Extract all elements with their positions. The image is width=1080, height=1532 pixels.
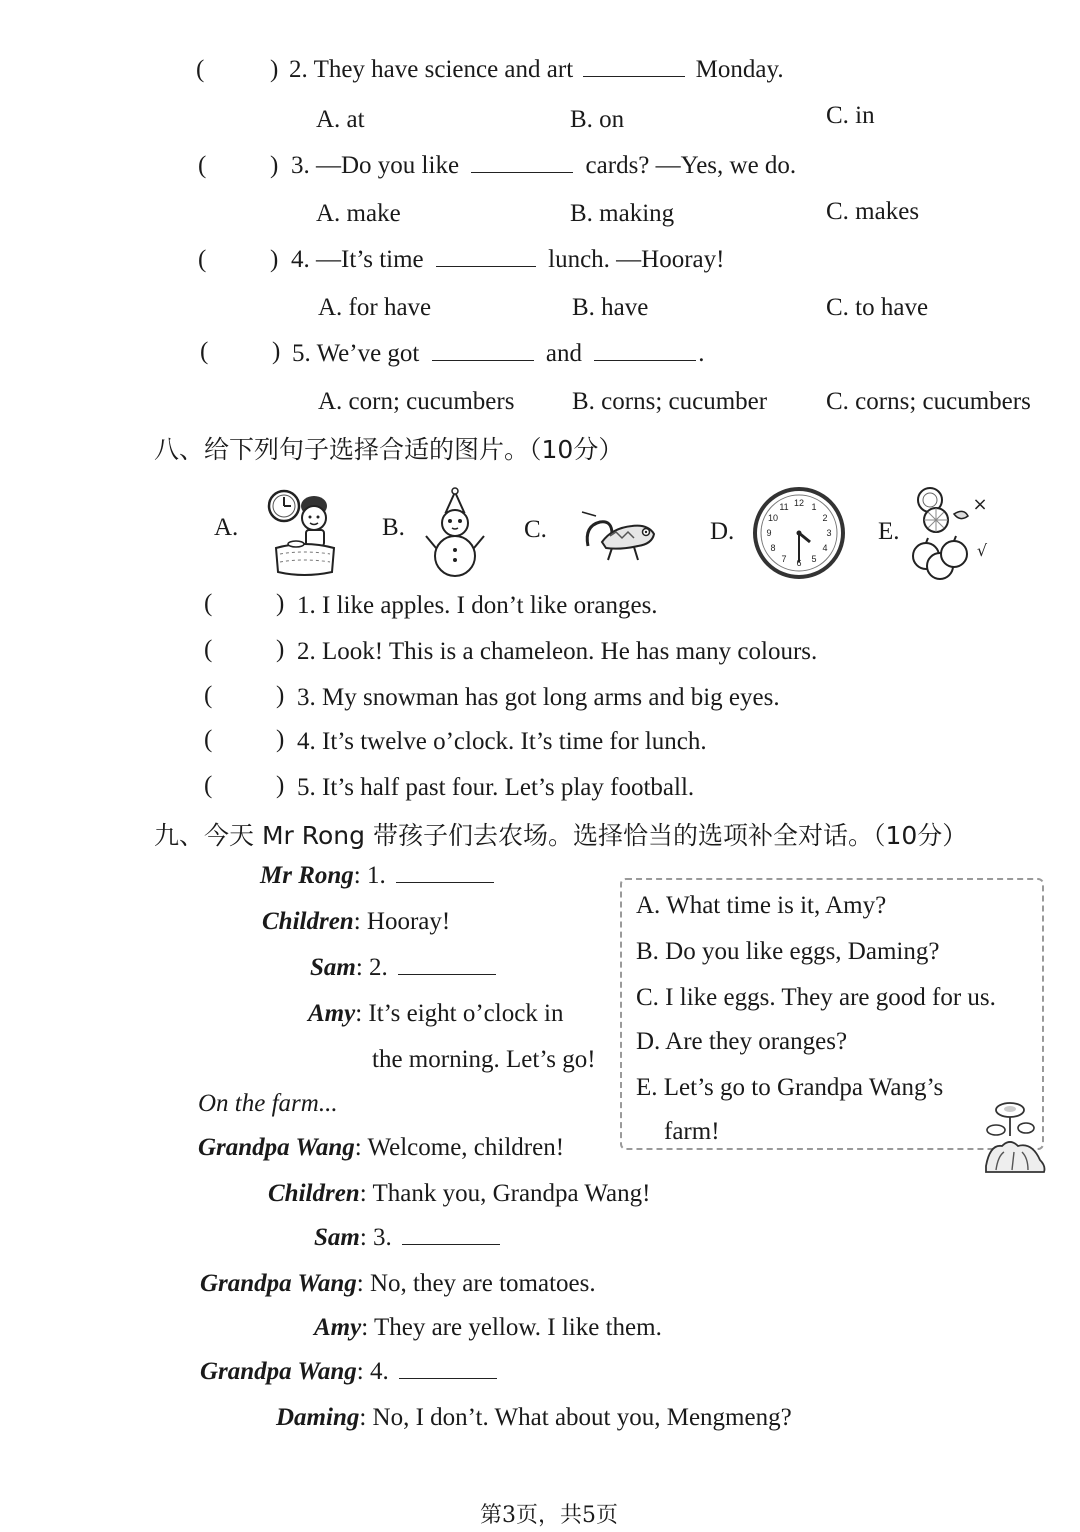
question-number: 3. [291,152,310,179]
clock-numeral: 3 [826,528,832,538]
section9-heading: 九、今天 Mr Rong 带孩子们去农场。选择恰当的选项补全对话。（10分） [154,821,968,850]
answer-paren-close: ) [276,590,285,617]
dialogue-text: : 1. [353,862,386,889]
picture-label-c: C. [524,516,547,543]
clock-numeral: 12 [793,498,805,508]
question-text: lunch. —Hooray! [548,246,725,273]
question-number: 4. [291,246,310,273]
picture-label-e: E. [878,518,900,545]
clock-numeral: 1 [811,502,817,512]
snowman-icon [424,488,486,580]
option-e: E. Let’s go to Grandpa Wang’s [636,1074,944,1101]
answer-blank[interactable] [396,881,494,883]
answer-paren-close: ) [270,246,279,273]
option-a: A. corn; cucumbers [318,388,515,415]
picture-label-a: A. [214,514,239,541]
speaker-daming: Daming [276,1404,360,1431]
answer-blank[interactable] [402,1243,500,1245]
option-b: B. Do you like eggs, Daming? [636,938,940,965]
option-c: C. makes [826,198,920,225]
option-c: C. corns; cucumbers [826,388,1031,415]
section8-heading: 八、给下列句子选择合适的图片。（10分） [154,435,624,464]
option-c: C. I like eggs. They are good for us. [636,984,996,1011]
clock-numeral: 7 [781,554,787,564]
answer-paren-close: ) [276,772,285,799]
clock-numeral: 6 [796,558,802,568]
apples-and-oranges-icon [906,484,992,582]
dialogue-text: : 4. [356,1358,389,1385]
dialogue-text: : No, they are tomatoes. [356,1270,596,1297]
option-d: D. Are they oranges? [636,1028,848,1055]
question-text: and [545,340,582,367]
option-c: C. in [826,102,875,129]
speaker-sam: Sam [310,954,356,981]
scene-note: On the farm... [198,1090,338,1117]
clock-numeral: 4 [822,543,828,553]
cross-mark: × [972,494,988,515]
clock-numeral: 10 [767,513,779,523]
chameleon-icon [582,506,658,562]
answer-paren-close: ) [276,726,285,753]
question-text: cards? —Yes, we do. [585,152,797,179]
clock-numeral: 9 [766,528,772,538]
answer-blank[interactable] [399,1377,497,1379]
dialogue-text: : 3. [359,1224,392,1251]
answer-paren-open: ( [198,246,207,273]
sentence-5: 5. It’s half past four. Let’s play football. [297,774,695,801]
question-number: 2. [289,56,308,83]
answer-paren-open: ( [196,56,205,83]
answer-blank[interactable] [432,359,534,361]
boy-eating-lunch-with-clock-icon [262,484,342,578]
answer-paren-open: ( [204,772,213,799]
answer-paren-close: ) [276,636,285,663]
sentence-2: 2. Look! This is a chameleon. He has many colours. [297,638,818,665]
speaker-mr-rong: Mr Rong [260,862,354,889]
question-number: 5. [292,340,311,367]
question-text: . [698,340,705,367]
speaker-grandpa-wang: Grandpa Wang [198,1134,355,1161]
option-b: B. making [570,200,675,227]
answer-blank[interactable] [398,973,496,975]
dialogue-text: : 2. [355,954,388,981]
clock-numeral: 8 [770,543,776,553]
answer-paren-open: ( [204,636,213,663]
question-text: Monday. [695,56,784,83]
option-b: B. have [572,294,649,321]
speaker-children: Children [262,908,354,935]
option-c: C. to have [826,294,929,321]
answer-blank[interactable] [594,359,696,361]
option-a: A. for have [318,294,432,321]
page-footer: 第3页，共5页 [480,1503,618,1528]
question-text: —It’s time [316,246,424,273]
check-mark: √ [976,541,988,560]
answer-paren-close: ) [270,152,279,179]
clock-numeral: 5 [811,554,817,564]
answer-blank[interactable] [436,265,536,267]
option-b: B. corns; cucumber [572,388,768,415]
dialogue-text: : Hooray! [353,908,451,935]
dialogue-text: : No, I don’t. What about you, Mengmeng? [359,1404,792,1431]
clock-half-past-four-icon [752,486,846,580]
answer-blank[interactable] [583,75,685,77]
option-a: A. at [316,106,365,133]
picture-label-d: D. [710,518,735,545]
dialogue-text: : It’s eight o’clock in [355,1000,564,1027]
dialogue-continuation: the morning. Let’s go! [372,1046,596,1073]
answer-paren-open: ( [204,726,213,753]
option-a: A. make [316,200,401,227]
clock-numeral: 11 [779,502,789,512]
option-a: A. What time is it, Amy? [636,892,887,919]
clock-numeral: 2 [822,513,828,523]
dialogue-text: : They are yellow. I like them. [361,1314,662,1341]
flower-decoration-icon [980,1100,1050,1174]
question-text: They have science and art [313,56,574,83]
option-b: B. on [570,106,625,133]
answer-paren-close: ) [270,56,279,83]
answer-paren-open: ( [204,682,213,709]
question-text: —Do you like [316,152,460,179]
sentence-3: 3. My snowman has got long arms and big eyes. [297,684,780,711]
answer-paren-open: ( [204,590,213,617]
speaker-amy: Amy [314,1314,362,1341]
dialogue-text: : Thank you, Grandpa Wang! [359,1180,651,1207]
answer-paren-close: ) [272,338,281,365]
sentence-1: 1. I like apples. I don’t like oranges. [297,592,658,619]
answer-blank[interactable] [471,171,573,173]
picture-label-b: B. [382,514,405,541]
question-text: We’ve got [316,340,420,367]
answer-paren-open: ( [198,152,207,179]
speaker-children: Children [268,1180,360,1207]
answer-paren-close: ) [276,682,285,709]
speaker-sam: Sam [314,1224,360,1251]
option-e-continuation: farm! [664,1118,720,1145]
answer-paren-open: ( [200,338,209,365]
speaker-grandpa-wang: Grandpa Wang [200,1270,357,1297]
speaker-grandpa-wang: Grandpa Wang [200,1358,357,1385]
speaker-amy: Amy [308,1000,356,1027]
sentence-4: 4. It’s twelve o’clock. It’s time for lunch. [297,728,707,755]
dialogue-text: : Welcome, children! [354,1134,565,1161]
